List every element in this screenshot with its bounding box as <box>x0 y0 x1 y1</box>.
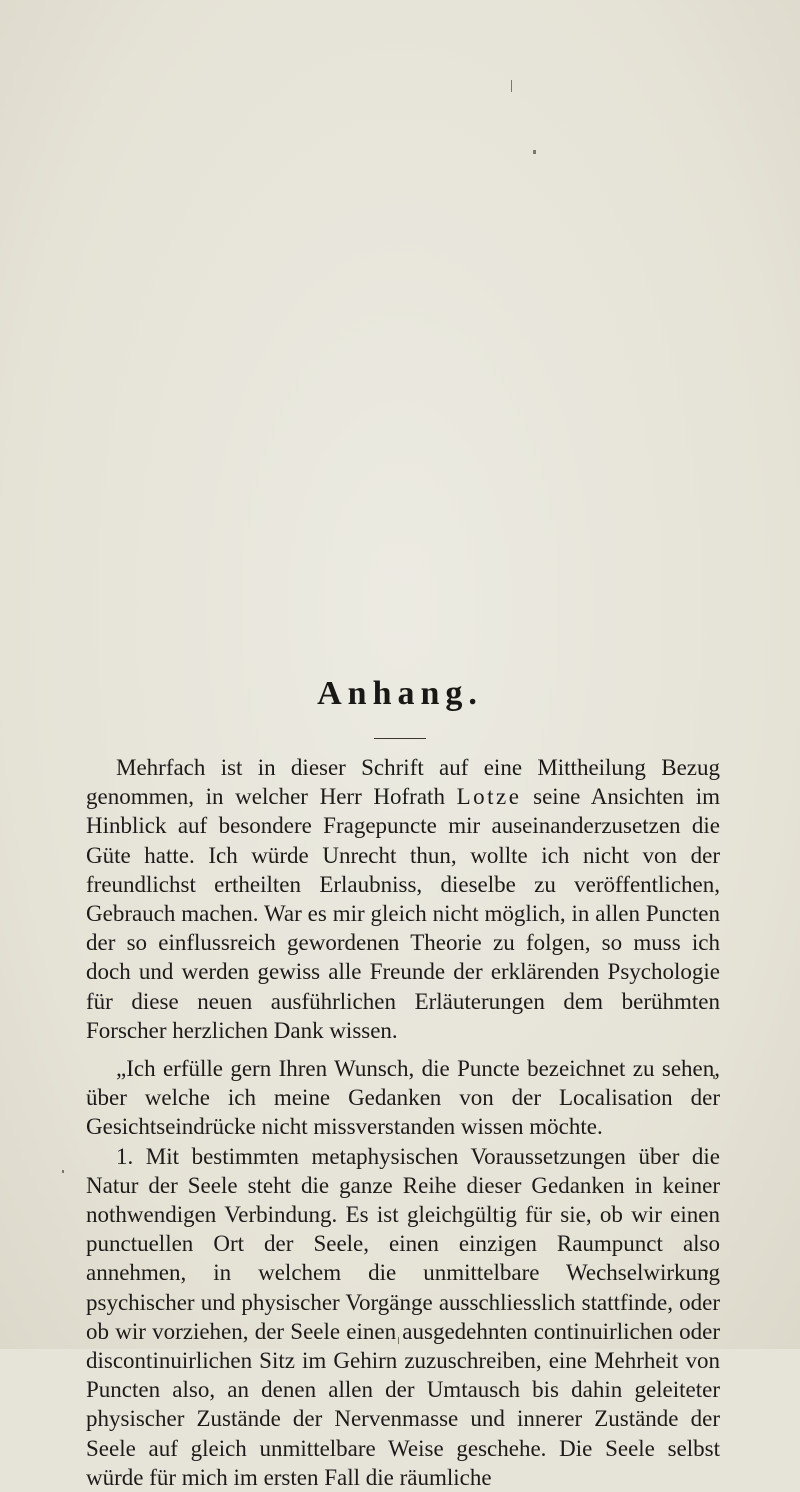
speck-mark <box>62 1170 64 1173</box>
body-text <box>86 753 720 1492</box>
paragraph-quote-start: „Ich erfülle gern Ihren Wunsch, die Puncte bezeichnet zu sehen, über welche ich meine Gedanken von der Localisation der Gesichtseindrücke nicht missverstanden wissen möchte. <box>86 1056 720 1140</box>
paragraph-point-1: 1. Mit bestimmten metaphysischen Voraussetzungen über die Natur der Seele steht die ganze Reihe dieser Gedanken in keiner nothwendigen Verbindung. Es ist gleichgültig für sie, ob wir einen punctuellen Ort der Seele, einen einzigen Raumpunct also annehmen, in welchem die unmittelbare Wechselwirkung psychischer und physischer Vorgänge ausschliesslich stattfinde, oder ob wir vorziehen, der Seele einen ausgedehnten continuirlichen oder discontinuirlichen Sitz im Gehirn zuzuschreiben, eine Mehrheit von Puncten also, an denen allen der Umtausch bis dahin geleiteter physischer Zustände der Nervenmasse und innerer Zustände der Seele auf gleich unmittelbare Weise geschehe. Die Seele selbst würde für mich im ersten Fall die räumliche <box>86 1143 720 1490</box>
speck-mark <box>533 150 536 154</box>
section-heading: Anhang. <box>317 675 483 712</box>
intro-text-before: Mehrfach ist in dieser Schrift auf eine Mittheilung Bezug genommen, in welcher Herr Hofrath <box>86 755 720 810</box>
paragraph-intro <box>86 753 720 1045</box>
intro-text-after: seine Ansichten im Hinblick auf besondere Fragepuncte mir auseinanderzusetzen die Güte hatte. Ich würde Unrecht thun, wollte ich nicht von der freundlichst ertheilten Erlaubniss, dieselbe zu veröffentlichen, Gebrauch machen. War es mir gleich nicht möglich, in allen Puncten der so einflussreich gewordenen Theorie zu folgen, so muss ich doch und werden gewiss alle Freunde der erklärenden Psychologie für diese neuen ausführlichen Erläuterungen dem berühmten Forscher herzlichen Dank wissen. <box>86 784 720 1043</box>
heading-rule <box>374 738 426 739</box>
author-name: Lotze <box>456 784 522 810</box>
speck-mark <box>511 80 512 92</box>
